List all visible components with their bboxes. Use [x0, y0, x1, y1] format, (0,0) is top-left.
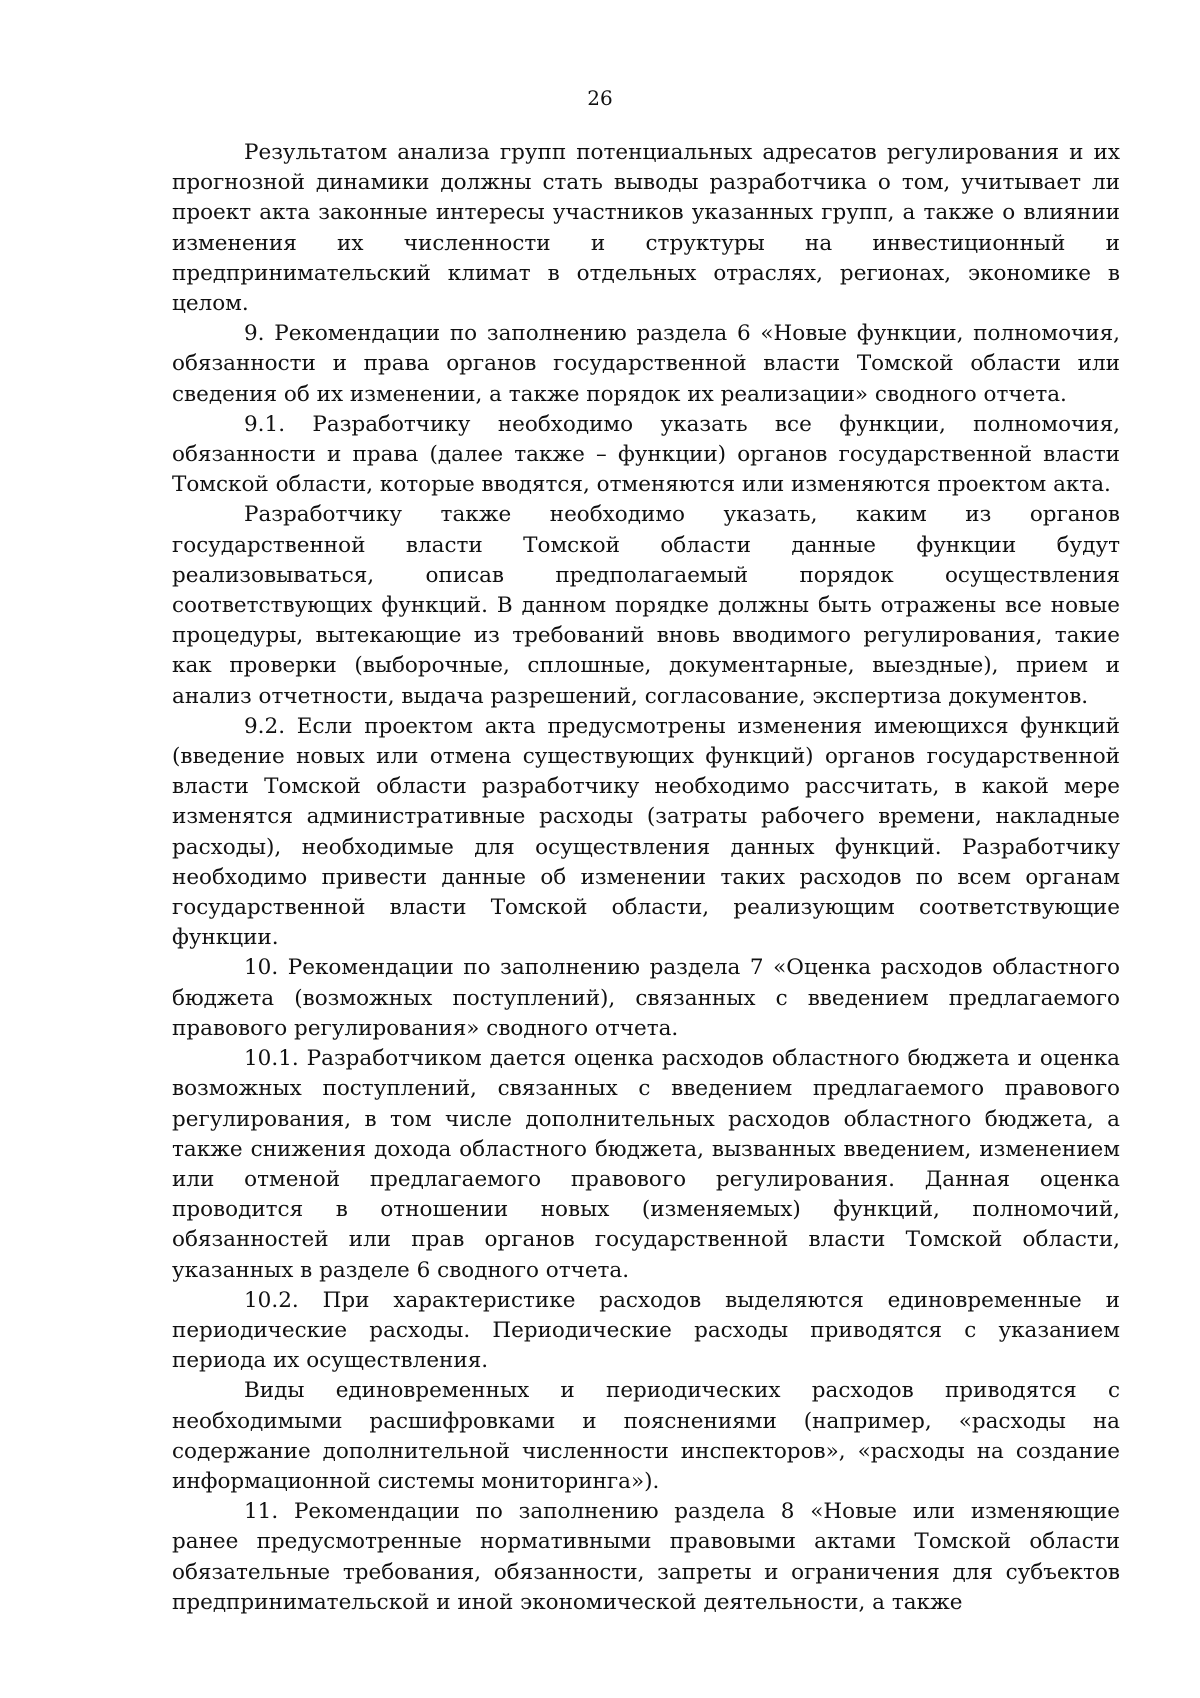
- paragraph-section-9: 9. Рекомендации по заполнению раздела 6 «Новые функции, полномочия, обязанности и права органов государственной власти Томской области или сведения об их изменении, а также порядок их реализации» сводного отчета.: [172, 321, 1120, 407]
- paragraph-section-10-1: 10.1. Разработчиком дается оценка расходов областного бюджета и оценка возможных поступлений, связанных с введением предлагаемого правового регулирования, в том числе дополнительных расходов областного бюджета, а также снижения дохода областного бюджета, вызванных введением, изменением или отменой предлагаемого правового регулирования. Данная оценка проводится в отношении новых (изменяемых) функций, полномочий, обязанностей или прав органов государственной власти Томской области, указанных в разделе 6 сводного отчета.: [172, 1046, 1120, 1283]
- paragraph-section-9-1: 9.1. Разработчику необходимо указать все функции, полномочия, обязанности и права (далее также – функции) органов государственной власти Томской области, которые вводятся, отменяются или изменяются проектом акта.: [172, 411, 1120, 498]
- paragraph-section-9-2: 9.2. Если проектом акта предусмотрены изменения имеющихся функций (введение новых или отмена существующих функций) органов государственной власти Томской области разработчику необходимо рассчитать, в какой мере изменятся административные расходы (затраты рабочего времени, накладные расходы), необходимые для осуществления данных функций. Разработчику необходимо привести данные об изменении таких расходов по всем органам государственной власти Томской области, реализующим соответствующие функции.: [172, 713, 1120, 951]
- paragraph-section-10-2: 10.2. При характеристике расходов выделяются единовременные и периодические расходы. Периодические расходы приводятся с указанием периода их осуществления.: [172, 1287, 1120, 1374]
- paragraph-section-10: 10. Рекомендации по заполнению раздела 7 «Оценка расходов областного бюджета (возможных поступлений), связанных с введением предлагаемого правового регулирования» сводного отчета.: [172, 955, 1120, 1041]
- page-number: 26: [587, 86, 613, 110]
- paragraph-analysis-conclusions: Результатом анализа групп потенциальных адресатов регулирования и их прогнозной динамики должны стать выводы разработчика о том, учитывает ли проект акта законные интересы участников указанных групп, а также о влиянии изменения их численности и структуры на инвестиционный и предпринимательский климат в отдельных отраслях, регионах, экономике в целом.: [172, 140, 1120, 317]
- document-body: [172, 138, 1120, 1618]
- paragraph-section-10-2-types: Виды единовременных и периодических расходов приводятся с необходимыми расшифровками и пояснениями (например, «расходы на содержание дополнительной численности инспекторов», «расходы на создание информационной системы мониторинга»).: [172, 1378, 1120, 1494]
- paragraph-section-11: 11. Рекомендации по заполнению раздела 8 «Новые или изменяющие ранее предусмотренные нормативными правовыми актами Томской области обязательные требования, обязанности, запреты и ограничения для субъектов предпринимательской и иной экономической деятельности, а также: [172, 1499, 1120, 1615]
- paragraph-section-9-1-procedures: Разработчику также необходимо указать, каким из органов государственной власти Томской области данные функции будут реализовываться, описав предполагаемый порядок осуществления соответствующих функций. В данном порядке должны быть отражены все новые процедуры, вытекающие из требований вновь вводимого регулирования, такие как проверки (выборочные, сплошные, документарные, выездные), прием и анализ отчетности, выдача разрешений, согласование, экспертиза документов.: [172, 502, 1120, 709]
